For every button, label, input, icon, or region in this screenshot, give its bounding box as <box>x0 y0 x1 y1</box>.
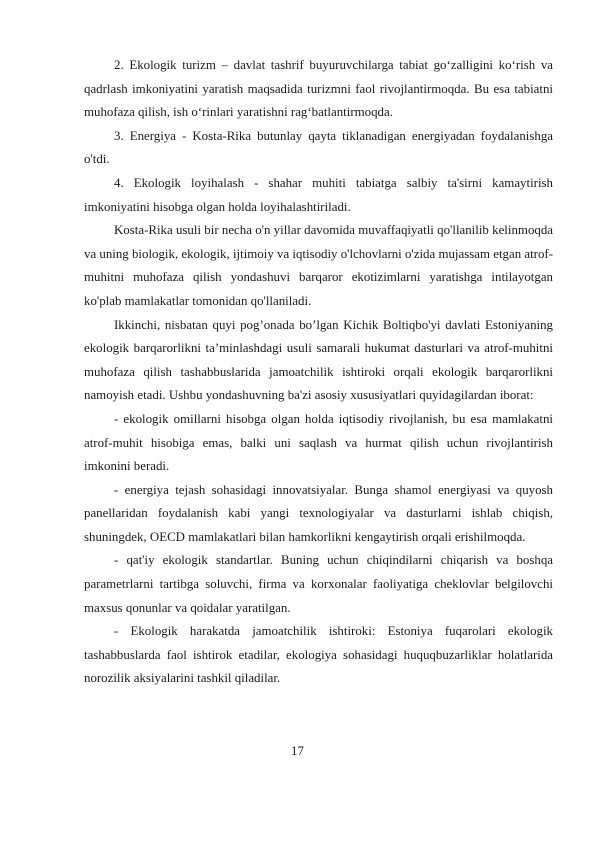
page-body <box>84 54 553 691</box>
paragraph-ecodesign: 4. Ekologik loyihalash - shahar muhiti tabiatga salbiy ta'sirni kamaytirish imkoniyatini hisobga olgan holda loyihalashtiriladi. <box>84 175 553 214</box>
list-item-public-participation: - Ekologik harakatda jamoatchilik ishtiroki: Estoniya fuqarolari ekologik tashabbuslarda faol ishtirok etadilar, ekologiya sohasidagi huquqbuzarliklar holatlarida norozilik aksiyalarini tashkil qiladilar. <box>84 624 553 686</box>
list-item-energy-innovation: - energiya tejash sohasidagi innovatsiyalar. Bunga shamol energiyasi va quyosh panellaridan foydalanish kabi yangi texnologiyalar va dasturlarni ishlab chiqish, shuningdek, OECD mamlakatlari bilan hamkorlikni kengaytirish orqali erishilmoqda. <box>84 482 553 544</box>
list-item-economic-development: - ekologik omillarni hisobga olgan holda iqtisodiy rivojlanish, bu esa mamlakatni atrof-muhit hisobiga emas, balki uni saqlash va hurmat qilish uchun rivojlantirish imkonini beradi. <box>84 411 553 474</box>
page-number: 17 <box>291 744 304 758</box>
paragraph-costa-rica-method: Kosta-Rika usuli bir necha o'n yillar davomida muvaffaqiyatli qo'llanilib kelinmoqda va uning biologik, ekologik, ijtimoiy va iqtisodiy o'lchovlarni o'zida mujassam etgan atrof-muhitni muhofaza qilish yondashuvi barqaror ekotizimlarni yaratishga intilayotgan ko'plab mamlakatlar tomonidan qo'llaniladi. <box>84 223 553 308</box>
paragraph-ecotourism: 2. Ekologik turizm – davlat tashrif buyuruvchilarga tabiat go‘zalligini ko‘rish va qadrlash imkoniyatini yaratish maqsadida turizmni faol rivojlantirmoqda. Bu esa tabiatni muhofaza qilish, ish o‘rinlari yaratishni rag‘batlantirmoqda. <box>84 58 553 120</box>
list-item-strict-standards: - qat'iy ekologik standartlar. Buning uchun chiqindilarni chiqarish va boshqa parametrlarni tartibga soluvchi, firma va korxonalar faoliyatiga cheklovlar belgilovchi maxsus qonunlar va qoidalar yaratilgan. <box>84 553 553 615</box>
paragraph-energy: 3. Energiya - Kosta-Rika butunlay qayta tiklanadigan energiyadan foydalanishga o'tdi. <box>84 128 553 167</box>
paragraph-estonia-intro: Ikkinchi, nisbatan quyi pog’onada bo’lgan Kichik Boltiqbo'yi davlati Estoniyaning ekologik barqarorlikni ta’minlashdagi usuli samarali hukumat dasturlari va atrof-muhitni muhofaza qilish tashabbuslarida jamoatchilik ishtiroki orqali ekologik barqarorlikni namoyish etadi. Ushbu yondashuvning ba'zi asosiy xususiyatlari quyidagilardan iborat: <box>84 317 553 403</box>
